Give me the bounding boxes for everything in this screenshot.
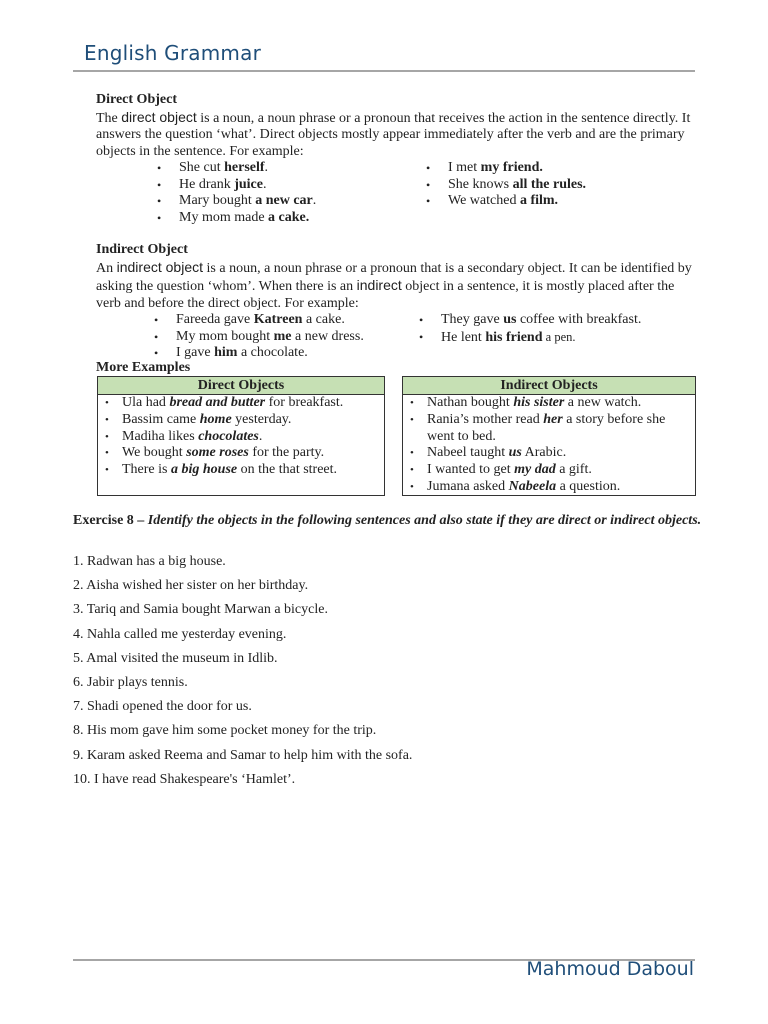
exercise-label: Exercise 8 – [73, 513, 148, 528]
indirect-examples-right [441, 312, 641, 345]
text-run: The [96, 110, 122, 126]
emphasized-object: herself [224, 160, 265, 175]
indirect-object-examples [96, 312, 696, 362]
text-run: a question. [556, 478, 621, 494]
emphasized-object: him [214, 345, 238, 360]
question-item: 7. Shadi opened the door for us. [73, 699, 252, 715]
term: indirect [356, 277, 402, 293]
term: direct object [121, 108, 197, 125]
text-run: Nathan bought [427, 395, 514, 410]
emphasized-object: Katreen [253, 312, 303, 327]
list-item [176, 345, 364, 362]
text-run: Mary bought [179, 193, 256, 208]
direct-object-examples [96, 160, 696, 226]
text-run: Bassim came [122, 411, 200, 427]
emphasized-object: a film. [519, 193, 559, 208]
direct-examples-right [448, 160, 586, 210]
question-item: 9. Karam asked Reema and Samar to help him with the sofa. [73, 747, 413, 763]
text-run: a pen [542, 329, 573, 344]
text-run: My mom bought [176, 328, 274, 344]
question-item: 1. Radwan has a big house. [73, 554, 226, 569]
direct-object-definition [96, 109, 696, 161]
text-run: An [96, 260, 117, 276]
more-examples-heading: More Examples [96, 360, 191, 375]
page-header-title: English Grammar [84, 41, 261, 65]
direct-examples-left [179, 160, 316, 226]
text-run: Madiha likes [122, 428, 199, 444]
direct-object-section [96, 92, 696, 226]
list-item [122, 395, 384, 412]
text-run: He lent [441, 329, 486, 345]
exercise-prompt [73, 512, 703, 529]
text-run: a cake. [302, 312, 345, 327]
text-run: Fareeda gave [176, 312, 254, 327]
text-run: I met [448, 160, 481, 175]
text-run: a new watch. [564, 395, 642, 410]
list-item [176, 329, 364, 346]
emphasized-object: chocolates [198, 428, 259, 444]
list-item [122, 445, 384, 462]
emphasized-object: a cake. [268, 209, 310, 225]
text-run: for the party. [248, 445, 325, 461]
text-run: a gift. [555, 462, 592, 478]
list-item [122, 429, 384, 446]
list-item [448, 177, 586, 194]
emphasized-object: bread and butter [169, 395, 266, 410]
text-run: is a noun, a noun phrase or a pronoun that is a secondary object. It can be identified by asking the question ‘whom’. When there is an [96, 260, 692, 294]
text-run: I wanted to get [427, 462, 515, 478]
question-item: 4. Nahla called me yesterday evening. [73, 626, 287, 642]
exercise-questions [73, 553, 412, 795]
emphasized-object: a new car [255, 193, 313, 208]
list-item [427, 412, 695, 446]
emphasized-object: his sister [513, 395, 565, 410]
text-run: Nabeel taught [427, 445, 509, 461]
list-item [122, 462, 384, 479]
indirect-object-definition [96, 259, 696, 313]
text-run: Jumana asked [427, 478, 509, 494]
direct-objects-table [97, 376, 385, 496]
text-run: . [258, 428, 263, 444]
emphasized-object: me [273, 328, 292, 344]
question-item: 10. I have read Shakespeare's ‘Hamlet’. [73, 771, 296, 787]
text-run: . [572, 329, 576, 344]
text-run: We bought [122, 445, 187, 461]
indirect-object-heading: Indirect Object [96, 242, 188, 257]
emphasized-object: home [199, 411, 232, 427]
list-item [179, 160, 316, 177]
emphasized-object: some roses [186, 445, 249, 461]
header-divider [73, 70, 695, 72]
text-run: a story before she went to bed. [427, 411, 666, 444]
list-item [176, 312, 364, 329]
text-run: yesterday. [231, 411, 292, 427]
text-run: coffee with breakfast. [516, 312, 642, 327]
text-run: is a noun, a noun phrase or a pronoun that receives the action in the sentence directly. It answers the question ‘what’. Direct objects mostly appear immediately after the verb and are the primary objects in the sentence. For example: [96, 110, 691, 159]
text-run: My mom made [179, 209, 269, 225]
list-item [427, 445, 695, 462]
text-run: a chocolate. [237, 345, 308, 360]
question-item: 8. His mom gave him some pocket money for the trip. [73, 723, 377, 739]
text-run: object in a sentence, it is mostly placed after the verb and before the direct object. For example: [96, 279, 675, 311]
text-run: . [312, 193, 317, 208]
emphasized-object: us [508, 445, 522, 461]
text-run: on the that street. [237, 462, 338, 478]
indirect-objects-table-header: Indirect Objects [403, 377, 695, 395]
question-item: 6. Jabir plays tennis. [73, 674, 188, 690]
list-item [441, 329, 641, 346]
exercise-instruction: Identify the objects in the following sentences and also state if they are direct or indirect objects. [147, 513, 702, 528]
text-run: . [262, 176, 267, 192]
text-run: for breakfast. [265, 395, 344, 410]
indirect-object-section [96, 242, 696, 362]
text-run: She cut [179, 160, 225, 175]
list-item [427, 479, 695, 496]
list-item [448, 193, 586, 210]
list-item [179, 193, 316, 210]
indirect-objects-list [403, 395, 695, 496]
question-item: 5. Amal visited the museum in Idlib. [73, 650, 278, 666]
indirect-objects-table [402, 376, 696, 496]
text-run: Ula had [122, 395, 170, 410]
list-item [427, 395, 695, 412]
text-run: Arabic. [521, 445, 567, 461]
question-item: 2. Aisha wished her sister on her birthday. [73, 578, 309, 594]
text-run: He drank [179, 176, 235, 192]
emphasized-object: my friend. [480, 160, 543, 175]
text-run: She knows [448, 176, 513, 192]
emphasized-object: a big house [170, 462, 238, 478]
text-run: There is [122, 462, 171, 478]
emphasized-object: her [543, 411, 563, 427]
list-item [427, 462, 695, 479]
text-run: Rania’s mother read [427, 411, 544, 427]
text-run: I gave [176, 345, 215, 360]
term: indirect object [116, 258, 204, 275]
list-item [441, 312, 641, 329]
emphasized-object: his friend [485, 329, 543, 345]
emphasized-object: juice [234, 176, 263, 192]
footer-author: Mahmoud Daboul [526, 958, 694, 980]
direct-object-heading: Direct Object [96, 92, 177, 107]
list-item [448, 160, 586, 177]
list-item [122, 412, 384, 429]
text-run: We watched [448, 193, 520, 208]
text-run: . [264, 160, 269, 175]
direct-objects-table-header: Direct Objects [98, 377, 384, 395]
list-item [179, 210, 316, 227]
emphasized-object: my dad [514, 462, 556, 478]
text-run: They gave [441, 312, 504, 327]
emphasized-object: Nabeela [508, 478, 557, 494]
list-item [179, 177, 316, 194]
text-run: a new dress. [291, 328, 364, 344]
question-item: 3. Tariq and Samia bought Marwan a bicycle. [73, 602, 328, 618]
indirect-examples-left [176, 312, 364, 362]
direct-objects-list [98, 395, 384, 479]
emphasized-object: all the rules. [512, 176, 587, 192]
emphasized-object: us [503, 312, 517, 327]
